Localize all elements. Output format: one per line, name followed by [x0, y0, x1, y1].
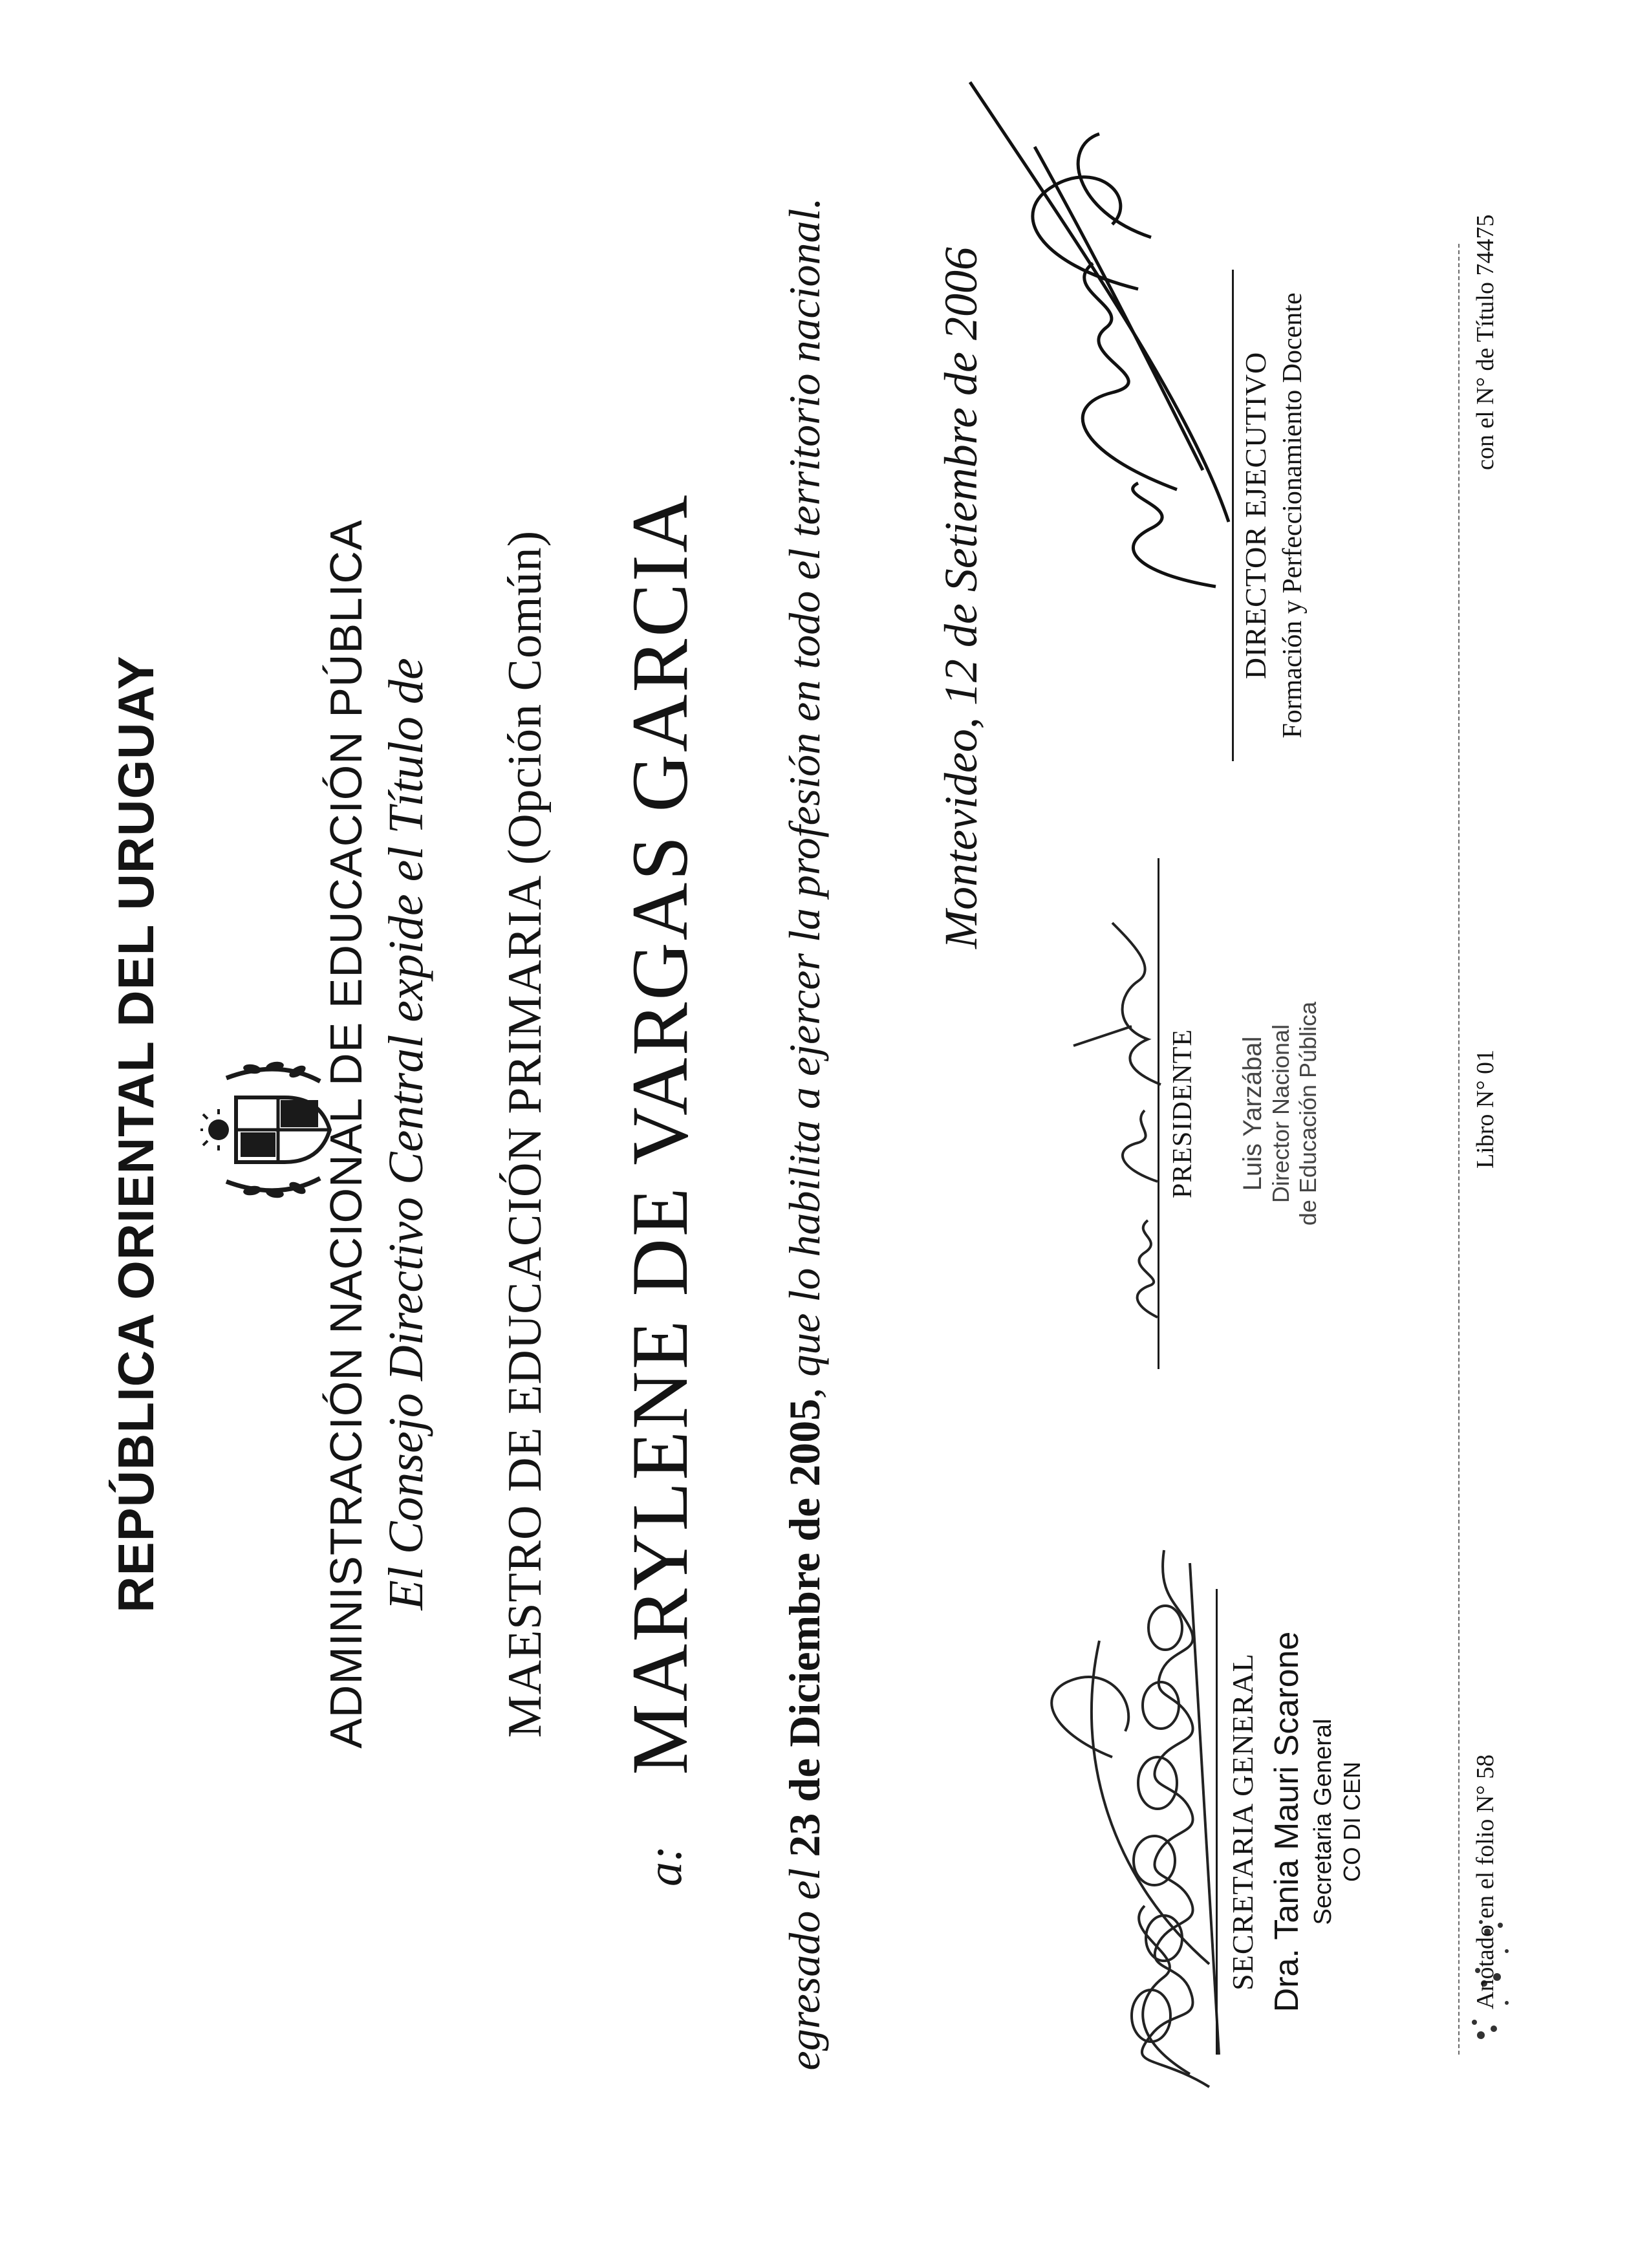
president-role: PRESIDENTE	[1168, 1029, 1198, 1198]
secretary-role: SECRETARIA GENERAL	[1226, 1653, 1259, 1991]
director-signature	[944, 69, 1248, 599]
secretary-signature-line	[1216, 1589, 1218, 2055]
director-role: DIRECTOR EJECUTIVO	[1239, 351, 1272, 680]
director-unit: Formación y Perfeccionamiento Docente	[1278, 292, 1308, 739]
graduation-text-pre: egresado el	[780, 1857, 829, 2071]
secretary-title: Secretaria General	[1310, 1718, 1337, 1925]
president-title: Director Nacional	[1267, 1024, 1294, 1204]
president-signature-line	[1158, 858, 1159, 1369]
administration-name: ADMINISTRACIÓN NACIONAL DE EDUCACIÓN PÚBLICA	[321, 519, 371, 1749]
book-note: Libro N° 01	[1472, 1049, 1499, 1169]
title-number-note: con el N° de Título 74475	[1472, 214, 1499, 470]
coat-of-arms-icon	[200, 1052, 336, 1207]
president-org: de Educación Pública	[1295, 1001, 1321, 1226]
republic-title: REPÚBLICA ORIENTAL DEL URUGUAY	[107, 655, 164, 1613]
folio-note: Anotado en el folio N° 58	[1472, 1754, 1499, 2009]
director-signature-line	[1232, 270, 1234, 761]
recipient-prefix: a:	[638, 1845, 692, 1886]
secretary-name: Dra. Tania Mauri Scarone	[1268, 1631, 1306, 2013]
president-signature	[1035, 910, 1170, 1330]
graduation-statement	[779, 0, 830, 2268]
council-statement: El Consejo Directivo Central expide el Título de	[379, 658, 433, 1610]
graduation-text-post: , que lo habilita a ejercer la profesión en todo el territorio nacional.	[780, 197, 829, 1399]
secretary-org: CO DI CEN	[1339, 1762, 1365, 1883]
footer-divider	[1458, 244, 1460, 2055]
president-name: Luis Yarzábal	[1238, 1036, 1267, 1191]
recipient-name: MARYLENE DE VARGAS GARCIA	[616, 493, 704, 1775]
place-and-date: Montevideo, 12 de Setiembre de 2006	[935, 247, 987, 949]
secretary-signature	[996, 1544, 1229, 2093]
degree-title: MAESTRO DE EDUCACIÓN PRIMARIA (Opción Común)	[499, 530, 552, 1738]
graduation-date: 23 de Diciembre de 2005	[780, 1398, 829, 1857]
